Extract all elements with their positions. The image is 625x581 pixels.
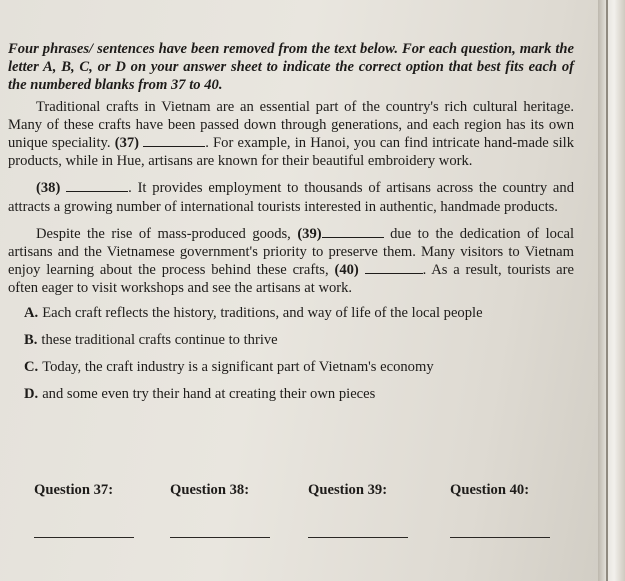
answer-37 xyxy=(34,482,164,499)
option-c[interactable] xyxy=(24,358,574,376)
answer-39-label: Question 39: xyxy=(308,482,388,498)
paragraph-1 xyxy=(8,98,574,171)
answer-40 xyxy=(450,482,580,499)
option-a-text: Each craft reflects the history, traditions, and way of life of the local people xyxy=(42,304,483,321)
paragraph-3-text-a: Despite the rise of mass-produced goods, xyxy=(36,225,291,242)
paragraph-1-text-a: Traditional crafts in Vietnam are an essential part of the country's rich cultural heritage. Many of these crafts have been passed down through generations, and each region has its own unique speciality. xyxy=(8,98,574,152)
option-a-letter: A. xyxy=(24,304,39,321)
answer-37-label: Question 37: xyxy=(34,482,114,498)
blank-39-number: (39) xyxy=(297,225,322,242)
option-d[interactable] xyxy=(24,385,574,403)
option-b[interactable] xyxy=(24,331,574,349)
option-b-letter: B. xyxy=(24,331,38,348)
paragraph-2-text: . It provides employment to thousands of artisans across the country and attracts a growing number of international tourists interested in authentic, handmade products. xyxy=(8,180,574,215)
answer-38 xyxy=(170,482,300,499)
option-c-letter: C. xyxy=(24,358,39,375)
answer-40-line[interactable] xyxy=(450,537,550,538)
answer-row xyxy=(24,482,584,552)
blank-38-line[interactable] xyxy=(66,179,128,192)
answer-38-label: Question 38: xyxy=(170,482,250,498)
blank-38-number: (38) xyxy=(36,180,61,197)
instructions: Four phrases/ sentences have been removed from the text below. For each question, mark the letter A, B, C, or D on your answer sheet to indicate the correct option that best fits each of the numbered blanks from 37 to 40. xyxy=(8,41,574,94)
answer-39 xyxy=(308,482,438,499)
options-list xyxy=(24,304,574,403)
book-binding xyxy=(598,0,625,581)
option-d-letter: D. xyxy=(24,385,39,402)
answer-39-line[interactable] xyxy=(308,537,408,538)
paragraph-3-text-b: due to the dedication of local artisans and the Vietnamese government's priority to preserve them. Many visitors to Vietnam enjoy learning about the process behind these crafts, xyxy=(8,225,574,279)
blank-37-line[interactable] xyxy=(143,134,205,147)
paragraph-3 xyxy=(8,225,574,298)
blank-39-line[interactable] xyxy=(322,225,384,238)
option-b-text: these traditional crafts continue to thrive xyxy=(41,331,278,348)
paragraph-1-text-b: . For example, in Hanoi, you can find intricate hand-made silk products, while in Hue, artisans are known for their beautiful embroidery work. xyxy=(8,135,575,170)
option-d-text: and some even try their hand at creating their own pieces xyxy=(42,385,376,402)
paragraph-3-text-c: . As a result, tourists are often eager to visit workshops and see the artisans at work. xyxy=(8,262,575,297)
blank-40-number: (40) xyxy=(334,262,359,279)
binding-edge xyxy=(606,0,608,581)
answer-40-label: Question 40: xyxy=(450,482,530,498)
blank-37-number: (37) xyxy=(114,135,140,152)
worksheet-content xyxy=(8,40,574,412)
answer-38-line[interactable] xyxy=(170,537,270,538)
paragraph-2 xyxy=(8,179,574,215)
blank-40-line[interactable] xyxy=(365,261,423,274)
option-c-text: Today, the craft industry is a significant part of Vietnam's economy xyxy=(42,358,434,375)
answer-37-line[interactable] xyxy=(34,537,134,538)
option-a[interactable] xyxy=(24,304,574,322)
